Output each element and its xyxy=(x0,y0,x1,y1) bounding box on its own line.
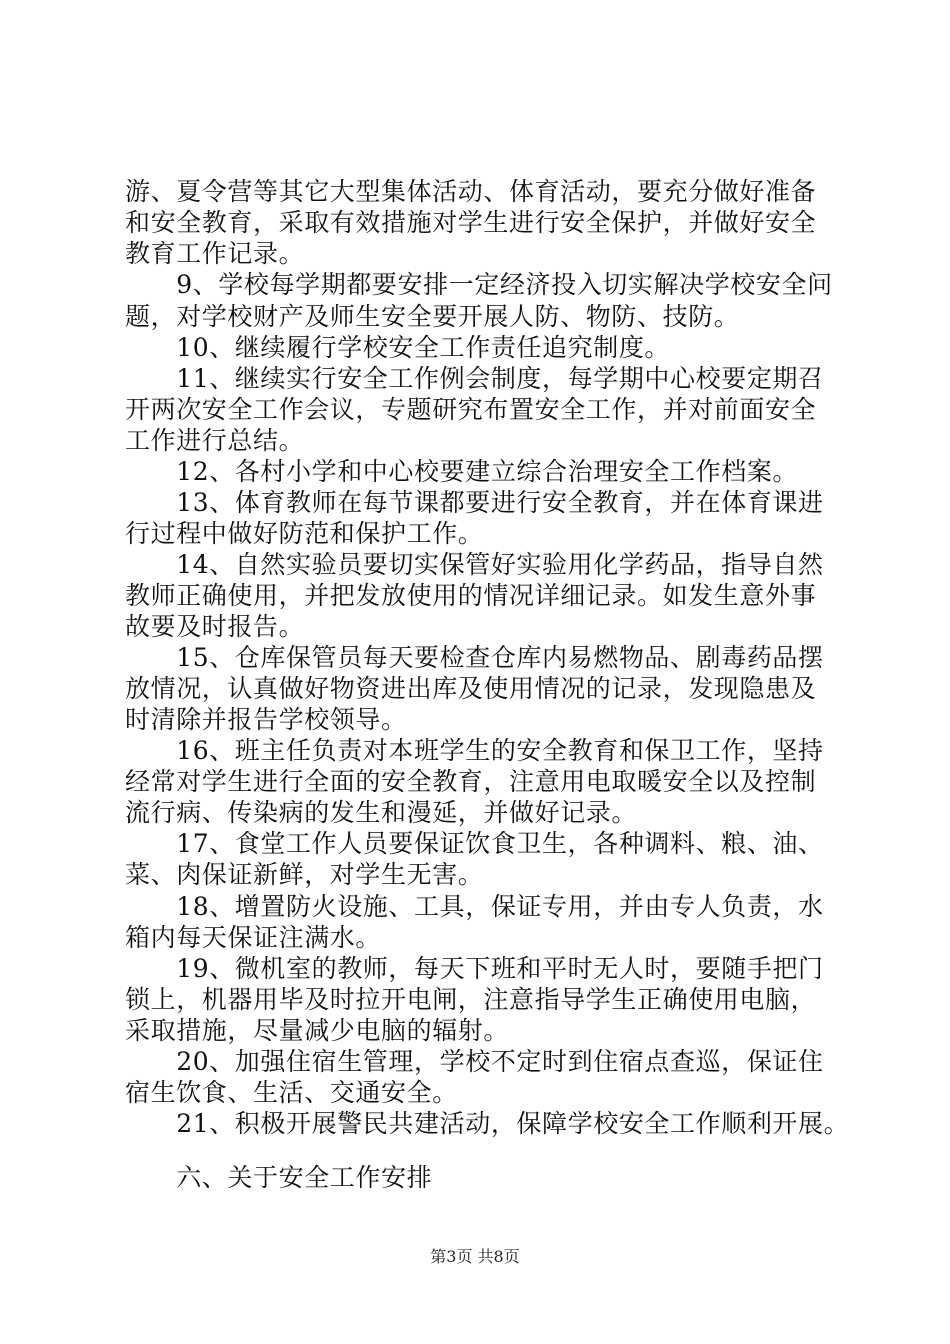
text-line: 14、自然实验员要切实保管好实验用化学药品，指导自然 xyxy=(125,550,824,579)
text-line: 行过程中做好防范和保护工作。 xyxy=(125,519,484,548)
text-line: 题，对学校财产及师生安全要开展人防、物防、技防。 xyxy=(125,302,740,331)
text-line: 经常对学生进行全面的安全教育，注意用电取暖安全以及控制 xyxy=(125,767,817,796)
text-line: 10、继续履行学校安全工作责任追究制度。 xyxy=(125,333,671,362)
text-line: 13、体育教师在每节课都要进行安全教育，并在体育课进 xyxy=(125,488,824,517)
text-line: 锁上，机器用毕及时拉开电闸，注意指导学生正确使用电脑， xyxy=(125,985,817,1014)
text-line: 和安全教育，采取有效措施对学生进行安全保护，并做好安全 xyxy=(125,208,817,237)
text-line: 开两次安全工作会议，专题研究布置安全工作，并对前面安全 xyxy=(125,395,817,424)
text-line: 宿生饮食、生活、交通安全。 xyxy=(125,1078,458,1107)
text-line: 9、学校每学期都要安排一定经济投入切实解决学校安全问 xyxy=(125,270,833,299)
text-line: 时清除并报告学校领导。 xyxy=(125,705,407,734)
text-line: 菜、肉保证新鲜，对学生无害。 xyxy=(125,860,484,889)
text-line: 18、增置防火设施、工具，保证专用，并由专人负责，水 xyxy=(125,892,824,921)
text-line: 游、夏令营等其它大型集体活动、体育活动，要充分做好准备 xyxy=(125,177,817,206)
text-line: 故要及时报告。 xyxy=(125,612,305,641)
text-line: 工作进行总结。 xyxy=(125,426,305,455)
text-line: 流行病、传染病的发生和漫延，并做好记录。 xyxy=(125,798,638,827)
text-line: 16、班主任负责对本班学生的安全教育和保卫工作，坚持 xyxy=(125,736,824,765)
text-line: 12、各村小学和中心校要建立综合治理安全工作档案。 xyxy=(125,457,799,486)
text-line: 20、加强住宿生管理，学校不定时到住宿点查巡，保证住 xyxy=(125,1047,824,1076)
text-line: 箱内每天保证注满水。 xyxy=(125,923,382,952)
text-line: 15、仓库保管员每天要检查仓库内易燃物品、剧毒药品摆 xyxy=(125,643,824,672)
section-heading: 六、关于安全工作安排 xyxy=(125,1163,433,1192)
text-line: 11、继续实行安全工作例会制度，每学期中心校要定期召 xyxy=(125,364,824,393)
text-line: 教育工作记录。 xyxy=(125,239,305,268)
text-line: 21、积极开展警民共建活动，保障学校安全工作顺利开展。 xyxy=(125,1109,850,1138)
page-footer: 第3页 共8页 xyxy=(430,1247,520,1266)
text-line: 17、食堂工作人员要保证饮食卫生，各种调料、粮、油、 xyxy=(125,829,824,858)
text-line: 教师正确使用，并把发放使用的情况详细记录。如发生意外事 xyxy=(125,581,817,610)
text-line: 放情况，认真做好物资进出库及使用情况的记录，发现隐患及 xyxy=(125,674,817,703)
text-line: 采取措施，尽量减少电脑的辐射。 xyxy=(125,1016,510,1045)
text-line: 19、微机室的教师，每天下班和平时无人时，要随手把门 xyxy=(125,954,824,983)
